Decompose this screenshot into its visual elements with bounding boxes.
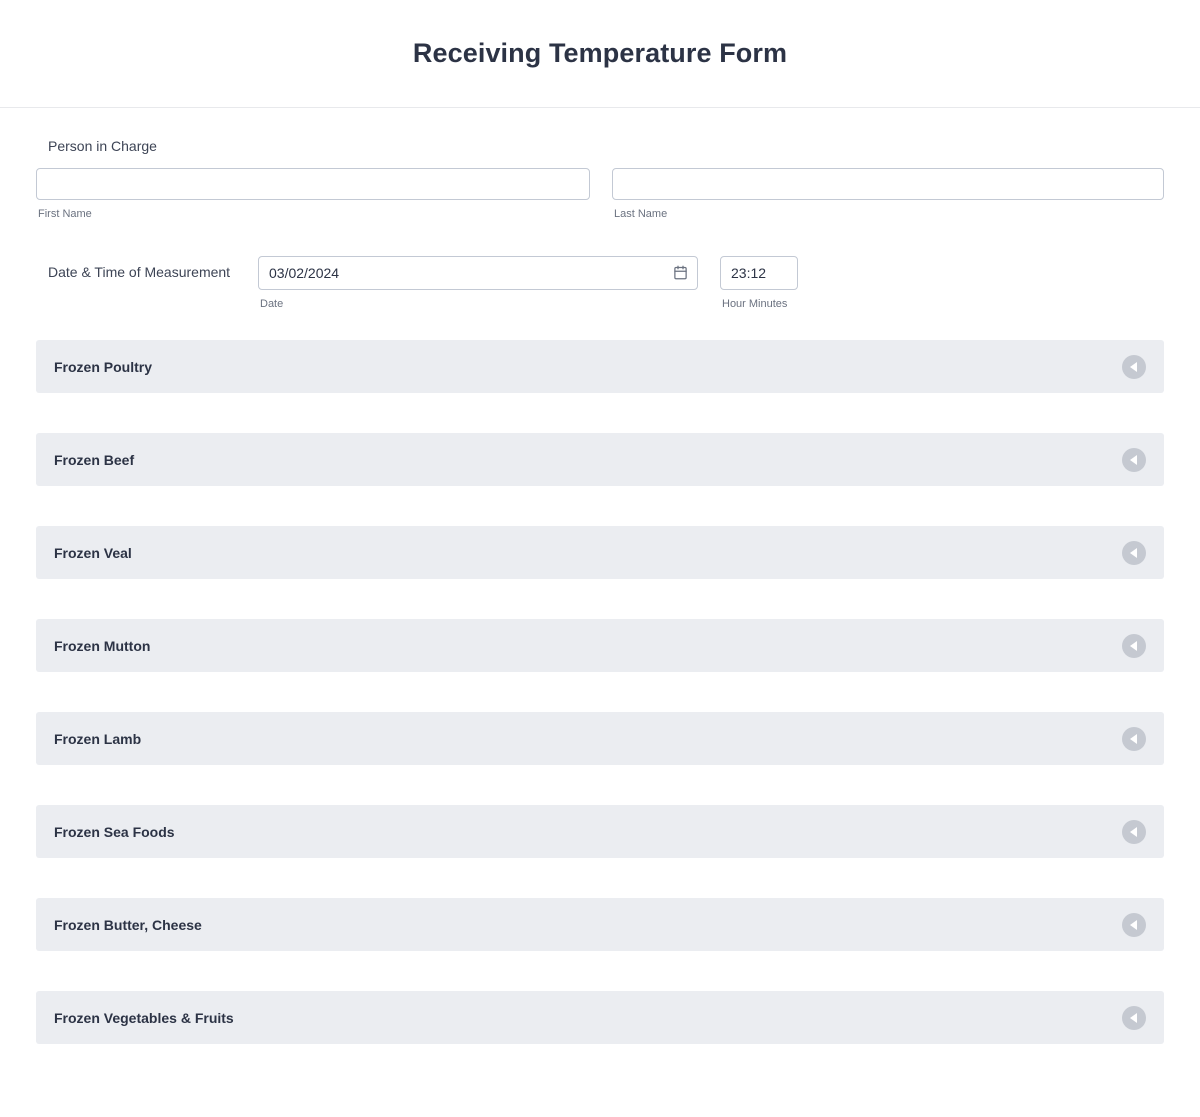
last-name-col: [612, 168, 1164, 220]
section-title: Frozen Veal: [54, 544, 132, 561]
first-name-sub-label: First Name: [38, 208, 92, 220]
first-name-col: [36, 168, 590, 220]
caret-left-icon[interactable]: [1122, 1006, 1146, 1030]
time-input[interactable]: [720, 256, 798, 290]
form-body: [0, 108, 1200, 1084]
section-frozen-mutton[interactable]: [36, 619, 1164, 672]
measurement-datetime-row: [36, 256, 1164, 310]
person-in-charge-block: [36, 138, 1164, 220]
caret-left-icon[interactable]: [1122, 541, 1146, 565]
section-frozen-veal[interactable]: [36, 526, 1164, 579]
section-frozen-sea-foods[interactable]: [36, 805, 1164, 858]
section-title: Frozen Vegetables & Fruits: [54, 1009, 234, 1026]
section-frozen-vegetables-fruits[interactable]: [36, 991, 1164, 1044]
last-name-input[interactable]: [612, 168, 1164, 200]
measurement-label: Date & Time of Measurement: [48, 264, 231, 280]
section-title: Frozen Beef: [54, 451, 135, 468]
date-input[interactable]: [258, 256, 698, 290]
date-wrap: [258, 256, 698, 290]
section-title: Frozen Lamb: [54, 730, 142, 747]
caret-left-icon[interactable]: [1122, 820, 1146, 844]
page-title: Receiving Temperature Form: [412, 38, 788, 68]
caret-left-icon[interactable]: [1122, 727, 1146, 751]
form-header: [0, 0, 1200, 108]
section-title: Frozen Mutton: [54, 637, 151, 654]
section-frozen-beef[interactable]: [36, 433, 1164, 486]
caret-left-icon[interactable]: [1122, 913, 1146, 937]
caret-left-icon[interactable]: [1122, 448, 1146, 472]
section-title: Frozen Butter, Cheese: [54, 916, 202, 933]
name-row: [36, 168, 1164, 220]
date-sub-label: Date: [260, 298, 284, 310]
section-frozen-lamb[interactable]: [36, 712, 1164, 765]
section-frozen-butter-cheese[interactable]: [36, 898, 1164, 951]
date-field-group: [258, 256, 698, 310]
section-frozen-poultry[interactable]: [36, 340, 1164, 393]
section-title: Frozen Poultry: [54, 358, 153, 375]
caret-left-icon[interactable]: [1122, 634, 1146, 658]
time-field-group: [720, 256, 798, 310]
calendar-icon[interactable]: [673, 265, 688, 280]
caret-left-icon[interactable]: [1122, 355, 1146, 379]
person-in-charge-label: Person in Charge: [48, 138, 157, 154]
sections-list: [36, 340, 1164, 1044]
first-name-input[interactable]: [36, 168, 590, 200]
section-title: Frozen Sea Foods: [54, 823, 175, 840]
time-sub-label: Hour Minutes: [722, 298, 788, 310]
last-name-sub-label: Last Name: [614, 208, 668, 220]
